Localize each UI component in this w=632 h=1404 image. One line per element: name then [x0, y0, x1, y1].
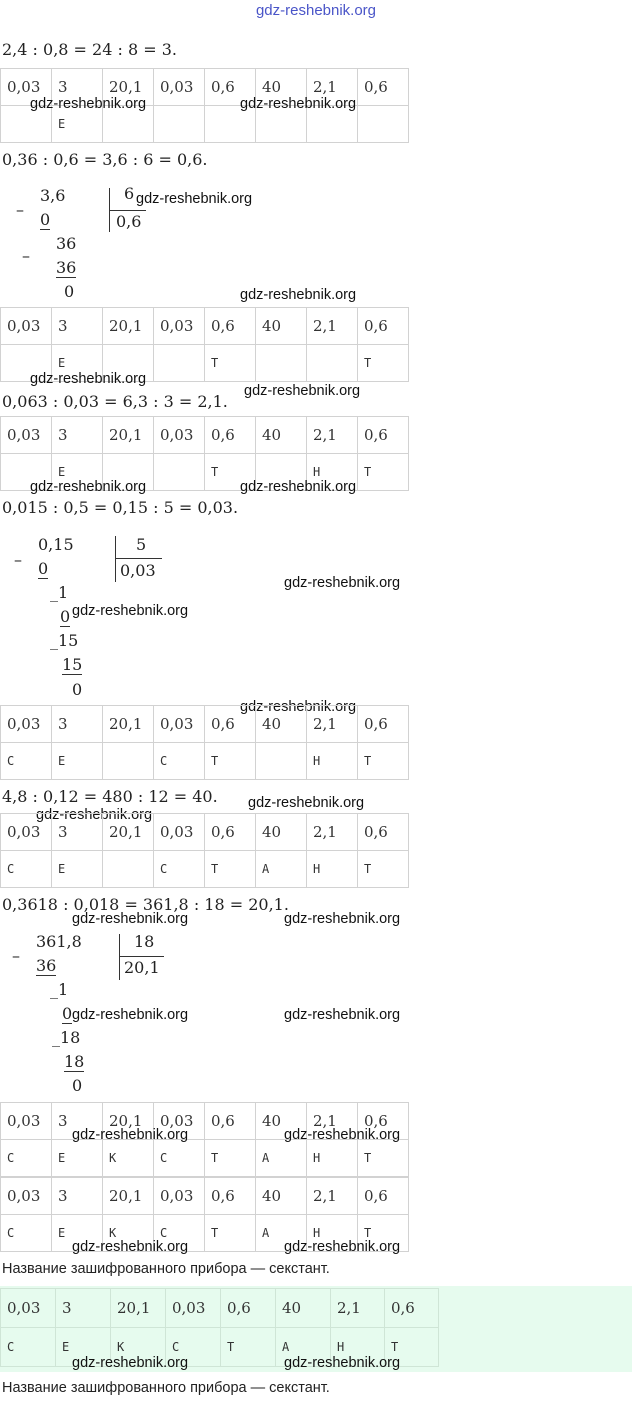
num-cell: 2,1: [307, 308, 358, 345]
watermark: gdz-reshebnik.org: [244, 383, 361, 399]
num-cell: 0,6: [385, 1289, 439, 1328]
num-cell: 0,6: [205, 417, 256, 454]
num-cell: 0,03: [1, 814, 52, 851]
letter-cell: С: [1, 1328, 56, 1367]
divisor: 18: [134, 932, 155, 951]
watermark: gdz-reshebnik.org: [284, 911, 401, 927]
cipher-table-5: [0, 813, 409, 888]
division-bar: [115, 536, 116, 582]
num-cell: 0,6: [205, 1178, 256, 1215]
partial-dividend: _15: [50, 631, 79, 650]
letter-cell: [358, 106, 409, 143]
letter-cell: [256, 345, 307, 382]
num-cell: 3: [52, 69, 103, 106]
dividend: 0,15: [38, 535, 74, 554]
num-cell: 2,1: [307, 1103, 358, 1140]
num-cell: 3: [52, 814, 103, 851]
letter-cell: С: [1, 1215, 52, 1252]
letter-cell: С: [1, 743, 52, 780]
quotient: 20,1: [124, 958, 160, 977]
numbers-row: [1, 814, 409, 851]
subtrahend: 0: [62, 1004, 73, 1023]
letter-cell: Н: [307, 1140, 358, 1177]
letters-row: [1, 1140, 409, 1177]
num-cell: 20,1: [103, 1178, 154, 1215]
num-cell: 3: [52, 1103, 103, 1140]
partial-dividend: _1: [50, 980, 69, 999]
letter-cell: С: [154, 1140, 205, 1177]
partial-dividend: 36: [56, 234, 77, 253]
num-cell: 40: [256, 308, 307, 345]
numbers-row: [1, 706, 409, 743]
num-cell: 3: [52, 308, 103, 345]
division-line: [110, 210, 146, 211]
quotient: 0,6: [116, 212, 142, 231]
num-cell: 0,6: [358, 706, 409, 743]
partial-dividend: _1: [50, 583, 69, 602]
watermark: gdz-reshebnik.org: [284, 1127, 401, 1143]
num-cell: 40: [276, 1289, 331, 1328]
letter-cell: Т: [205, 1215, 256, 1252]
num-cell: 0,03: [1, 1289, 56, 1328]
num-cell: 0,03: [1, 308, 52, 345]
numbers-row: [1, 417, 409, 454]
num-cell: 0,03: [154, 814, 205, 851]
subtrahend: 15: [62, 655, 83, 674]
num-cell: 40: [256, 1103, 307, 1140]
letter-cell: Т: [205, 743, 256, 780]
remainder: 0: [64, 282, 75, 301]
num-cell: 0,6: [205, 308, 256, 345]
num-cell: 40: [256, 69, 307, 106]
num-cell: 0,6: [205, 706, 256, 743]
divisor: 5: [136, 535, 147, 554]
num-cell: 20,1: [103, 417, 154, 454]
letters-row: [1, 743, 409, 780]
minus-sign: –: [22, 246, 30, 265]
letter-cell: С: [1, 851, 52, 888]
letter-cell: С: [154, 1215, 205, 1252]
num-cell: 3: [52, 417, 103, 454]
watermark: gdz-reshebnik.org: [72, 1355, 189, 1371]
minus-sign: –: [16, 200, 24, 219]
equation-3: 0,063 : 0,03 = 6,3 : 3 = 2,1.: [2, 392, 228, 411]
equation-6: 0,3618 : 0,018 = 361,8 : 18 = 20,1.: [2, 895, 289, 914]
watermark: gdz-reshebnik.org: [240, 479, 357, 495]
num-cell: 20,1: [103, 69, 154, 106]
numbers-row: [1, 1178, 409, 1215]
letter-cell: А: [276, 1328, 331, 1367]
letter-cell: Е: [52, 1140, 103, 1177]
num-cell: 20,1: [103, 308, 154, 345]
letter-cell: Н: [307, 454, 358, 491]
watermark: gdz-reshebnik.org: [72, 1127, 189, 1143]
dividend: 3,6: [40, 186, 66, 205]
subtrahend: 0: [40, 210, 51, 229]
letter-cell: [256, 743, 307, 780]
letter-cell: С: [166, 1328, 221, 1367]
num-cell: 20,1: [103, 1103, 154, 1140]
numbers-row: [1, 1289, 439, 1328]
subtrahend: 0: [38, 559, 49, 578]
num-cell: 0,03: [154, 706, 205, 743]
letter-cell: Т: [358, 743, 409, 780]
equation-5: 4,8 : 0,12 = 480 : 12 = 40.: [2, 787, 218, 806]
num-cell: 0,6: [205, 69, 256, 106]
answer-caption: Название зашифрованного прибора — секстант.: [2, 1261, 330, 1277]
letter-cell: Н: [331, 1328, 385, 1367]
letter-cell: Т: [205, 345, 256, 382]
letter-cell: Е: [52, 851, 103, 888]
num-cell: 0,03: [1, 69, 52, 106]
letter-cell: Н: [307, 1215, 358, 1252]
letter-cell: К: [103, 1140, 154, 1177]
letter-cell: Е: [52, 106, 103, 143]
remainder: 0: [72, 1076, 83, 1095]
letter-cell: Н: [307, 851, 358, 888]
num-cell: 0,03: [1, 417, 52, 454]
letter-cell: Е: [52, 454, 103, 491]
num-cell: 0,6: [221, 1289, 276, 1328]
num-cell: 40: [256, 1178, 307, 1215]
watermark: gdz-reshebnik.org: [284, 1239, 401, 1255]
letter-cell: Е: [52, 743, 103, 780]
subtrahend: 36: [36, 956, 57, 975]
num-cell: 0,03: [154, 417, 205, 454]
subtrahend: 0: [60, 607, 71, 626]
letter-cell: [154, 345, 205, 382]
num-cell: 0,6: [205, 1103, 256, 1140]
quotient: 0,03: [120, 561, 156, 580]
letter-cell: С: [154, 851, 205, 888]
num-cell: 2,1: [307, 814, 358, 851]
num-cell: 0,6: [358, 1103, 409, 1140]
num-cell: 2,1: [307, 417, 358, 454]
num-cell: 2,1: [307, 706, 358, 743]
letter-cell: А: [256, 851, 307, 888]
watermark: gdz-reshebnik.org: [248, 795, 365, 811]
num-cell: 0,03: [1, 1103, 52, 1140]
watermark: gdz-reshebnik.org: [72, 1239, 189, 1255]
subtrahend: 18: [64, 1052, 85, 1071]
equation-2: 0,36 : 0,6 = 3,6 : 6 = 0,6.: [2, 150, 208, 169]
num-cell: 0,6: [358, 308, 409, 345]
letter-cell: Е: [52, 1215, 103, 1252]
letter-cell: Т: [221, 1328, 276, 1367]
num-cell: 2,1: [307, 1178, 358, 1215]
division-line: [120, 956, 164, 957]
watermark: gdz-reshebnik.org: [30, 479, 147, 495]
letter-cell: [103, 851, 154, 888]
num-cell: 2,1: [307, 69, 358, 106]
watermark: gdz-reshebnik.org: [284, 1355, 401, 1371]
num-cell: 0,03: [154, 69, 205, 106]
letter-cell: К: [103, 1215, 154, 1252]
dividend: 361,8: [36, 932, 82, 951]
letter-cell: А: [256, 1140, 307, 1177]
letter-cell: К: [111, 1328, 166, 1367]
letter-cell: Т: [358, 1140, 409, 1177]
num-cell: 3: [56, 1289, 111, 1328]
num-cell: 0,03: [154, 1178, 205, 1215]
num-cell: 0,03: [154, 308, 205, 345]
watermark: gdz-reshebnik.org: [30, 371, 147, 387]
watermark: gdz-reshebnik.org: [240, 699, 357, 715]
letter-cell: Т: [205, 454, 256, 491]
num-cell: 3: [52, 706, 103, 743]
num-cell: 0,03: [1, 1178, 52, 1215]
division-line: [116, 558, 162, 559]
num-cell: 0,03: [154, 1103, 205, 1140]
letter-cell: Н: [307, 743, 358, 780]
equation-4: 0,015 : 0,5 = 0,15 : 5 = 0,03.: [2, 498, 239, 517]
num-cell: 0,03: [1, 706, 52, 743]
num-cell: 0,6: [358, 1178, 409, 1215]
num-cell: 0,6: [358, 814, 409, 851]
watermark: gdz-reshebnik.org: [240, 287, 357, 303]
num-cell: 0,6: [358, 417, 409, 454]
letter-cell: Т: [385, 1328, 439, 1367]
num-cell: 0,03: [166, 1289, 221, 1328]
watermark: gdz-reshebnik.org: [240, 96, 357, 112]
letter-cell: С: [154, 743, 205, 780]
num-cell: 20,1: [103, 814, 154, 851]
letter-cell: Т: [358, 454, 409, 491]
num-cell: 40: [256, 417, 307, 454]
answer-caption-final: Название зашифрованного прибора — секстант.: [2, 1380, 330, 1396]
division-bar: [119, 934, 120, 980]
letter-cell: Т: [205, 1140, 256, 1177]
letter-cell: [154, 454, 205, 491]
watermark: gdz-reshebnik.org: [36, 807, 153, 823]
watermark: gdz-reshebnik.org: [284, 1007, 401, 1023]
remainder: 0: [72, 680, 83, 699]
minus-sign: –: [14, 550, 22, 569]
numbers-row: [1, 308, 409, 345]
watermark: gdz-reshebnik.org: [136, 191, 253, 207]
equation-1: 2,4 : 0,8 = 24 : 8 = 3.: [2, 40, 177, 59]
num-cell: 0,6: [358, 69, 409, 106]
letter-cell: А: [256, 1215, 307, 1252]
letters-row: [1, 851, 409, 888]
watermark: gdz-reshebnik.org: [72, 911, 189, 927]
letter-cell: С: [1, 1140, 52, 1177]
partial-dividend: _18: [52, 1028, 81, 1047]
letter-cell: Т: [205, 851, 256, 888]
num-cell: 20,1: [103, 706, 154, 743]
num-cell: 40: [256, 706, 307, 743]
watermark: gdz-reshebnik.org: [284, 575, 401, 591]
divisor: 6: [124, 184, 135, 203]
letter-cell: [307, 345, 358, 382]
num-cell: 0,6: [205, 814, 256, 851]
site-header[interactable]: gdz-reshebnik.org: [255, 2, 377, 19]
minus-sign: –: [12, 946, 20, 965]
num-cell: 20,1: [111, 1289, 166, 1328]
letter-cell: [154, 106, 205, 143]
letter-cell: Т: [358, 851, 409, 888]
num-cell: 2,1: [331, 1289, 385, 1328]
watermark: gdz-reshebnik.org: [72, 1007, 189, 1023]
watermark: gdz-reshebnik.org: [30, 96, 147, 112]
num-cell: 3: [52, 1178, 103, 1215]
letter-cell: Е: [56, 1328, 111, 1367]
letter-cell: [103, 743, 154, 780]
letter-cell: Е: [52, 345, 103, 382]
subtrahend: 36: [56, 258, 77, 277]
letter-cell: Т: [358, 1215, 409, 1252]
watermark: gdz-reshebnik.org: [72, 603, 189, 619]
num-cell: 40: [256, 814, 307, 851]
cipher-table-4: [0, 705, 409, 780]
letter-cell: Т: [358, 345, 409, 382]
